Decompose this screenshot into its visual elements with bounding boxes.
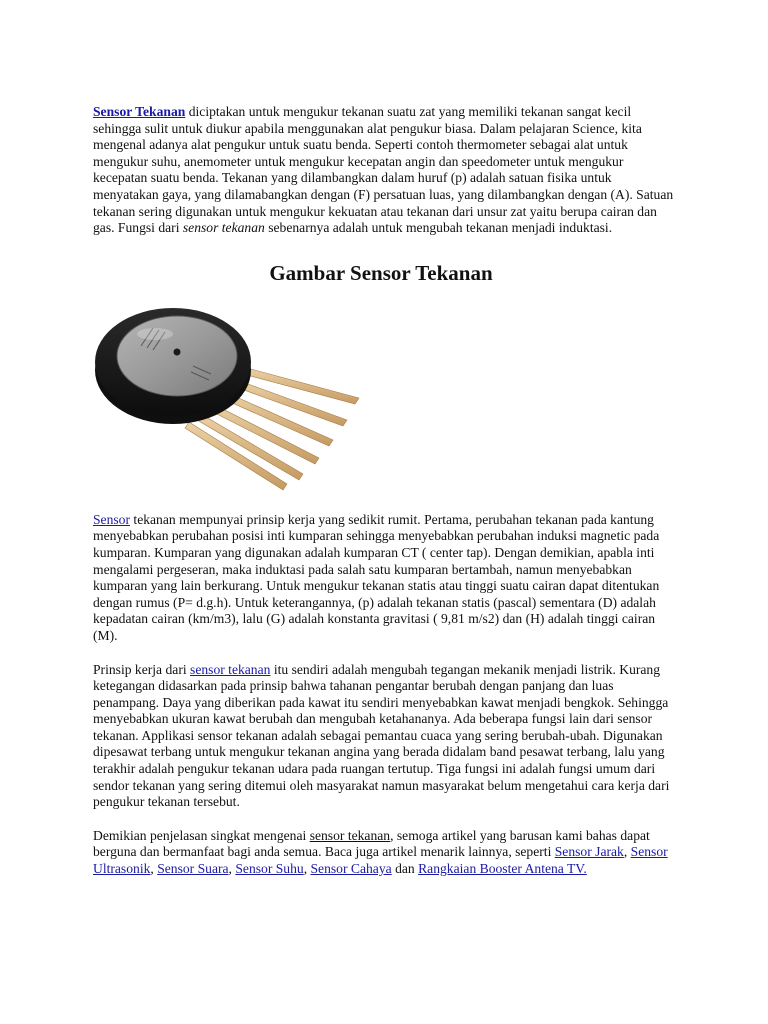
pressure-sensor-icon — [93, 294, 383, 494]
intro-italic: sensor tekanan — [182, 220, 265, 236]
document-page — [93, 104, 677, 878]
working-principle-paragraph — [93, 512, 677, 645]
conjunction: dan — [391, 861, 419, 877]
pressure-sensor-image — [93, 294, 383, 494]
para4-text-b: , semoga artikel yang barusan kami bahas dapat berguna dan bermanfaat bagi anda semua. Baca juga artikel menarik lainnya, seperti — [93, 827, 650, 860]
sensor-tekanan-underline-link[interactable]: sensor tekanan — [309, 827, 391, 843]
para3-text-a: Prinsip kerja dari — [93, 661, 191, 677]
intro-sensor-tekanan-link[interactable]: Sensor Tekanan — [93, 104, 186, 119]
sensor-cahaya-link[interactable]: Sensor Cahaya — [310, 861, 392, 877]
intro-paragraph — [93, 104, 677, 237]
sensor-tekanan-link[interactable]: sensor tekanan — [190, 661, 271, 677]
function-paragraph — [93, 662, 677, 811]
separator: , — [150, 861, 158, 877]
para3-text-b: itu sendiri adalah mengubah tegangan mekanik menjadi listrik. Kurang ketegangan didasarkan pada prinsip bahwa tahanan pengantar berubah dengan panjang dan luas penampang. Daya yang diberikan pada kawat itu sendiri menyebabkan kawat menjadi bengkok. Sehingga menyebabkan ukuran kawat berubah dan mengubah ketahananya. Ada beberapa fungsi lain dari sensor tekanan. Applikasi sensor tekanan adalah sebagai pemantau cuaca yang sering berubah-ubah. Digunakan dipesawat terbang untuk mengukur tekanan angina yang berada didalam band pesawat terbang, lalu yang terakhir adalah pengukur tekanan udara pada ruangan tertutup. Tiga fungsi ini adalah fungsi umum dari sendor tekanan yang sering ditemui oleh masyarakat namun masyarakat belum mengetahui cara kerja dari pengukur tekanan tersebut. — [93, 661, 670, 810]
closing-paragraph — [93, 828, 677, 878]
rangkaian-booster-antena-link[interactable]: Rangkaian Booster Antena TV. — [418, 861, 587, 877]
intro-text-b: sebenarnya adalah untuk mengubah tekanan menjadi induktasi. — [264, 220, 613, 236]
intro-text-a: diciptakan untuk mengukur tekanan suatu zat yang memiliki tekanan sangat kecil sehingga sulit untuk diukur apabila menggunakan alat pengukur biasa. Dalam pelajaran Science, kita mengenal adanya alat pengukur untuk suatu benda. Seperti contoh thermometer sebagai alat untuk mengukur suhu, anemometer untuk mengukur kecepatan angin dan speedometer untuk mengukur kecepatan suatu benda. Tekanan yang dilambangkan dalam huruf (p) adalah satuan fisika untuk menyatakan gaya, yang dilamabangkan dengan (F) persatuan luas, yang dilambangkan dengan (A). Satuan tekanan sering digunakan untuk mengukur kekuatan atau tekanan dari unsur zat yaitu berupa cairan dan gas. Fungsi dari — [93, 104, 674, 236]
sensor-jarak-link[interactable]: Sensor Jarak — [554, 844, 624, 860]
separator: , — [303, 861, 311, 877]
para4-text-a: Demikian penjelasan singkat mengenai — [93, 827, 310, 843]
sensor-suhu-link[interactable]: Sensor Suhu — [235, 861, 304, 877]
separator: , — [623, 844, 631, 860]
para2-text: tekanan mempunyai prinsip kerja yang sedikit rumit. Pertama, perubahan tekanan pada kantung menyebabkan perubahan posisi inti kumparan sehingga menyebabkan perubahan induksi magnetic pada kumparan. Kumparan yang digunakan adalah kumparan CT ( center tap). Dengan demikian, apabla inti mengalami pergeseran, maka induktasi pada salah satu kumparan bertambah, namun menyebabkan kumparan yang lain berkurang. Untuk mengukur tekanan statis atau tinggi suatu cairan dapat ditentukan dengan rumus (P= d.g.h). Untuk keterangannya, (p) adalah tekanan statis (pascal) sementara (D) adalah kepadatan cairan (km/m3), lalu (G) adalah konstanta gravitasi ( 9,81 m/s2) dan (H) adalah tinggi cairan (M). — [93, 511, 660, 643]
section-heading: Gambar Sensor Tekanan — [269, 260, 493, 285]
sensor-suara-link[interactable]: Sensor Suara — [157, 861, 229, 877]
sensor-link[interactable]: Sensor — [93, 511, 131, 527]
sensor-ultrasonik-link[interactable]: Sensor Ultrasonik — [93, 844, 668, 877]
separator: , — [228, 861, 236, 877]
